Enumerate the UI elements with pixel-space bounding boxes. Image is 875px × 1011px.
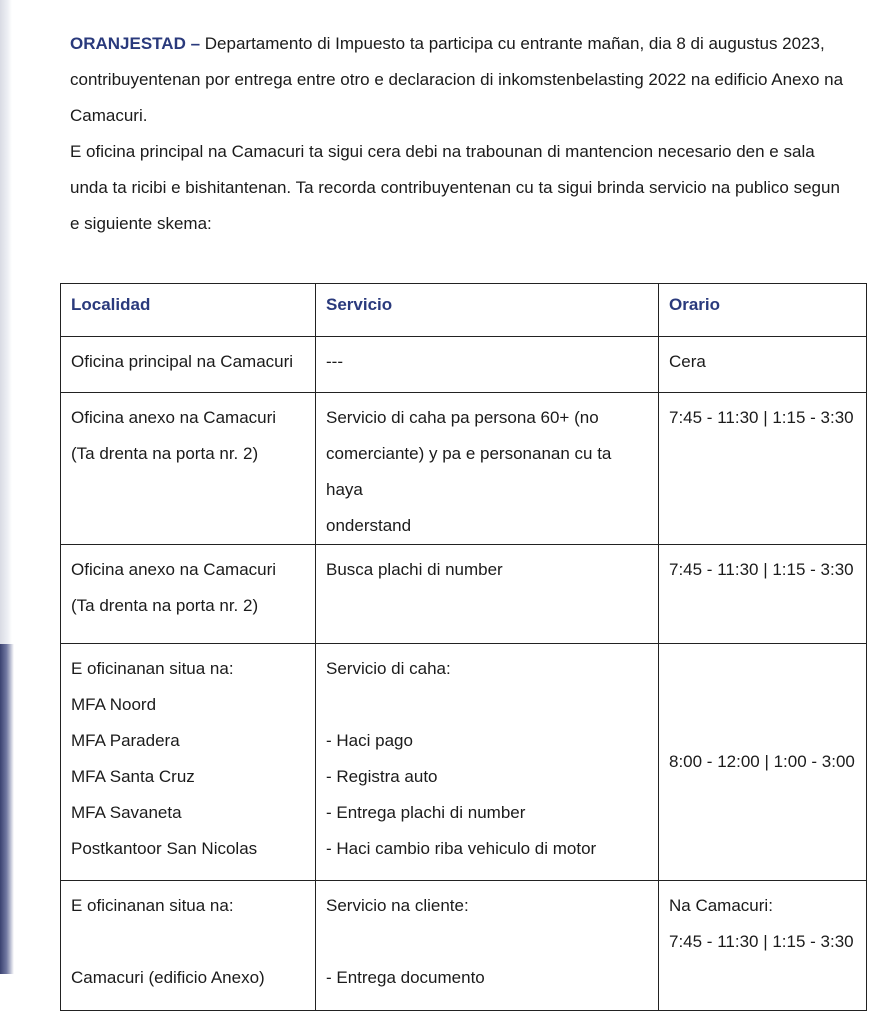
cell-line: comerciante) y pa e personanan cu ta haya bbox=[326, 444, 612, 499]
table-row bbox=[61, 545, 867, 644]
cell-line: Busca plachi di number bbox=[326, 560, 503, 579]
cell-line: Servicio di caha: bbox=[326, 659, 451, 678]
cell-line: MFA Paradera bbox=[71, 731, 180, 750]
table-row bbox=[61, 393, 867, 545]
cell-servicio bbox=[316, 393, 659, 545]
cell-line: 7:45 - 11:30 | 1:15 - 3:30 bbox=[669, 932, 854, 951]
article-dateline: ORANJESTAD – bbox=[70, 34, 201, 53]
cell-localidad bbox=[61, 337, 316, 393]
column-header-orario: Orario bbox=[659, 284, 867, 337]
cell-line: Postkantoor San Nicolas bbox=[71, 839, 258, 858]
cell-line: Oficina anexo na Camacuri bbox=[71, 560, 277, 579]
article-body bbox=[70, 26, 845, 242]
cell-line: Servicio na cliente: bbox=[326, 896, 469, 915]
cell-servicio bbox=[316, 545, 659, 644]
cell-localidad bbox=[61, 545, 316, 644]
cell-localidad bbox=[61, 644, 316, 881]
cell-line: Oficina principal na Camacuri bbox=[71, 352, 294, 371]
cell-line: - Haci pago bbox=[326, 731, 413, 750]
article-paragraph-1 bbox=[70, 26, 845, 134]
cell-line: Servicio di caha pa persona 60+ (no bbox=[326, 408, 599, 427]
table-header-row bbox=[61, 284, 867, 337]
cell-orario bbox=[659, 337, 867, 393]
cell-localidad bbox=[61, 393, 316, 545]
cell-line: Oficina anexo na Camacuri bbox=[71, 408, 277, 427]
cell-line: - Entrega plachi di number bbox=[326, 803, 526, 822]
cell-line bbox=[326, 924, 648, 960]
table-row bbox=[61, 337, 867, 393]
cell-line: (Ta drenta na porta nr. 2) bbox=[71, 596, 259, 615]
cell-line: --- bbox=[326, 352, 343, 371]
schedule-table bbox=[60, 283, 867, 1011]
cell-orario bbox=[659, 393, 867, 545]
cell-line: E oficinanan situa na: bbox=[71, 659, 234, 678]
cell-line: Camacuri (edificio Anexo) bbox=[71, 968, 265, 987]
cell-line: - Haci cambio riba vehiculo di motor bbox=[326, 839, 597, 858]
cell-servicio bbox=[316, 644, 659, 881]
cell-line: (Ta drenta na porta nr. 2) bbox=[71, 444, 259, 463]
column-header-servicio: Servicio bbox=[316, 284, 659, 337]
cell-line: MFA Savaneta bbox=[71, 803, 182, 822]
cell-line bbox=[71, 924, 305, 960]
cell-line: Cera bbox=[669, 352, 706, 371]
article-paragraph-1-text: Departamento di Impuesto ta participa cu entrante mañan, dia 8 di augustus 2023, contribuyentenan por entrega entre otro e declaracion di inkomstenbelasting 2022 na edificio Anexo na Camacuri. bbox=[70, 34, 844, 125]
cell-line: MFA Santa Cruz bbox=[71, 767, 195, 786]
cell-line: - Registra auto bbox=[326, 767, 438, 786]
page-edge-dark-band bbox=[0, 644, 14, 974]
table-row bbox=[61, 881, 867, 1011]
cell-line: E oficinanan situa na: bbox=[71, 896, 234, 915]
cell-servicio bbox=[316, 337, 659, 393]
article-paragraph-2: E oficina principal na Camacuri ta sigui cera debi na trabounan di mantencion necesario den e sala unda ta ricibi e bishitantenan. Ta recorda contribuyentenan cu ta sigui brinda servicio na publico segun e siguiente skema: bbox=[70, 142, 840, 233]
cell-line: 7:45 - 11:30 | 1:15 - 3:30 bbox=[669, 408, 854, 427]
cell-line: MFA Noord bbox=[71, 695, 157, 714]
cell-line: 7:45 - 11:30 | 1:15 - 3:30 bbox=[669, 560, 854, 579]
cell-orario bbox=[659, 644, 867, 881]
cell-orario bbox=[659, 881, 867, 1011]
cell-orario bbox=[659, 545, 867, 644]
cell-line bbox=[326, 687, 648, 723]
cell-line: onderstand bbox=[326, 516, 412, 535]
cell-line: Na Camacuri: bbox=[669, 896, 773, 915]
table-row bbox=[61, 644, 867, 881]
cell-line: 8:00 - 12:00 | 1:00 - 3:00 bbox=[669, 752, 855, 771]
cell-line: - Entrega documento bbox=[326, 968, 485, 987]
column-header-localidad: Localidad bbox=[61, 284, 316, 337]
cell-servicio bbox=[316, 881, 659, 1011]
cell-localidad bbox=[61, 881, 316, 1011]
